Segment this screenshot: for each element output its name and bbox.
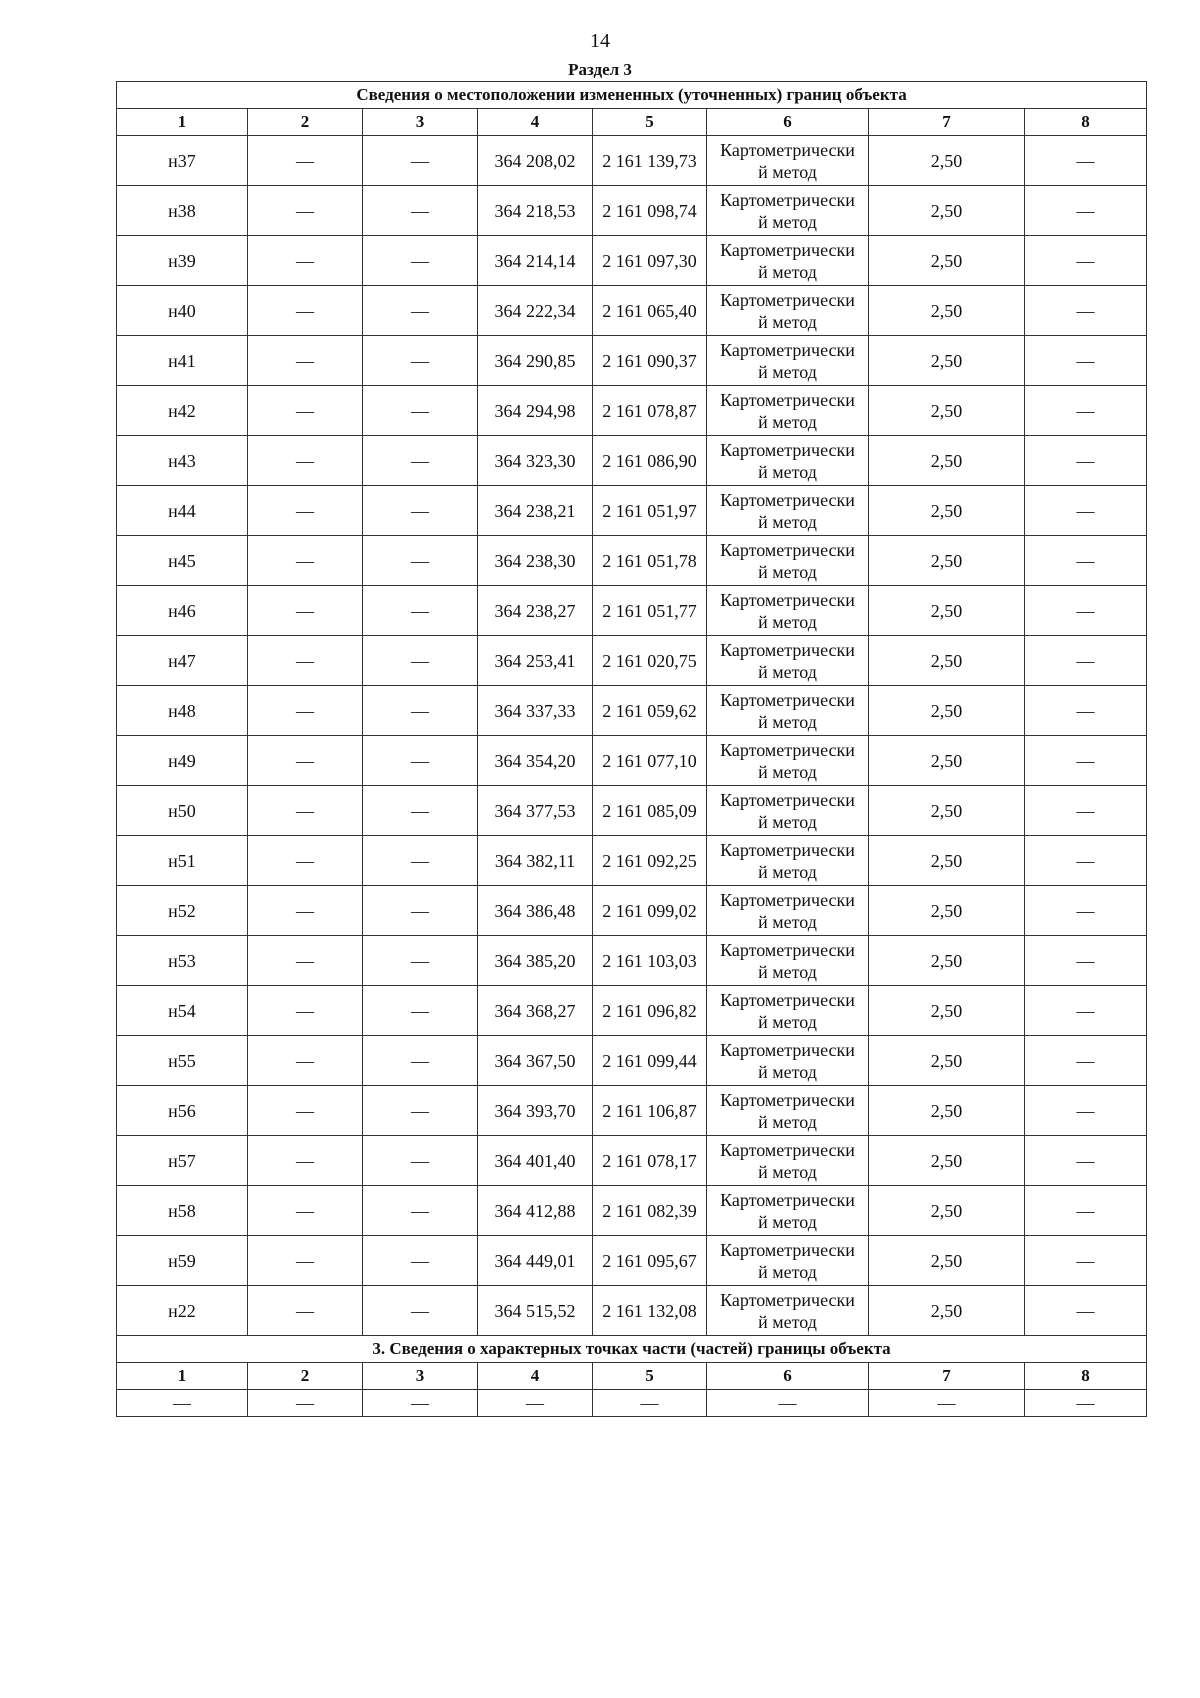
point-number: н42: [117, 386, 248, 436]
cell-col3: —: [363, 1136, 478, 1186]
accuracy: 2,50: [869, 386, 1025, 436]
method-cell: [707, 1086, 869, 1136]
cell-col2: —: [248, 886, 363, 936]
method-cell: [707, 236, 869, 286]
accuracy: 2,50: [869, 236, 1025, 286]
method-cell: [707, 286, 869, 336]
method-cell: [707, 486, 869, 536]
coord-x: 364 354,20: [478, 736, 593, 786]
cell-col8: —: [1025, 636, 1147, 686]
cell-col8: —: [1025, 686, 1147, 736]
point-number: н39: [117, 236, 248, 286]
cell-col3: —: [363, 136, 478, 186]
method-text: Картометрически: [720, 339, 855, 360]
method-cell: [707, 386, 869, 436]
method-text: Картометрически: [720, 739, 855, 760]
method-text: Картометрически: [720, 1289, 855, 1310]
table-row: [117, 336, 1147, 386]
cell-col3: —: [363, 186, 478, 236]
method-text: Картометрически: [720, 289, 855, 310]
coord-y: 2 161 090,37: [593, 336, 707, 386]
cell-col8: —: [1025, 286, 1147, 336]
point-number: н46: [117, 586, 248, 636]
cell-col8: —: [1025, 1136, 1147, 1186]
method-text: Картометрически: [720, 439, 855, 460]
point-number: н57: [117, 1136, 248, 1186]
cell-col2: —: [248, 136, 363, 186]
method-text: й метод: [758, 1111, 817, 1132]
accuracy: 2,50: [869, 936, 1025, 986]
point-number: н54: [117, 986, 248, 1036]
cell-col2: —: [248, 1036, 363, 1086]
method-text: й метод: [758, 611, 817, 632]
table2-column-numbers: [117, 1363, 1147, 1390]
table-row: [117, 936, 1147, 986]
table-row: [117, 686, 1147, 736]
column-number: 2: [248, 109, 363, 136]
method-cell: [707, 436, 869, 486]
coord-x: 364 367,50: [478, 1036, 593, 1086]
cell-col8: —: [1025, 336, 1147, 386]
coord-x: 364 386,48: [478, 886, 593, 936]
cell-col2: —: [248, 186, 363, 236]
coord-x: 364 218,53: [478, 186, 593, 236]
column-number: 1: [117, 109, 248, 136]
column-number: 5: [593, 109, 707, 136]
column-number: 8: [1025, 109, 1147, 136]
cell-col8: —: [1025, 236, 1147, 286]
cell-col3: —: [363, 736, 478, 786]
method-cell: [707, 736, 869, 786]
coord-y: 2 161 020,75: [593, 636, 707, 686]
cell-col3: —: [363, 786, 478, 836]
coord-y: 2 161 065,40: [593, 286, 707, 336]
table2-row: [117, 1390, 1147, 1417]
cell-col3: —: [363, 886, 478, 936]
method-text: й метод: [758, 561, 817, 582]
table2-cell: —: [363, 1390, 478, 1417]
table-row: [117, 836, 1147, 886]
coord-x: 364 214,14: [478, 236, 593, 286]
cell-col3: —: [363, 436, 478, 486]
coord-y: 2 161 095,67: [593, 1236, 707, 1286]
coord-y: 2 161 106,87: [593, 1086, 707, 1136]
coord-y: 2 161 077,10: [593, 736, 707, 786]
cell-col2: —: [248, 1086, 363, 1136]
table-row: [117, 736, 1147, 786]
coord-x: 364 222,34: [478, 286, 593, 336]
point-number: н48: [117, 686, 248, 736]
table-row: [117, 1136, 1147, 1186]
cell-col8: —: [1025, 1036, 1147, 1086]
method-text: Картометрически: [720, 989, 855, 1010]
method-text: й метод: [758, 1061, 817, 1082]
point-number: н38: [117, 186, 248, 236]
coord-y: 2 161 078,87: [593, 386, 707, 436]
accuracy: 2,50: [869, 136, 1025, 186]
method-cell: [707, 1036, 869, 1086]
method-text: Картометрически: [720, 789, 855, 810]
cell-col3: —: [363, 636, 478, 686]
coord-x: 364 294,98: [478, 386, 593, 436]
accuracy: 2,50: [869, 736, 1025, 786]
coord-y: 2 161 099,02: [593, 886, 707, 936]
table-row: [117, 586, 1147, 636]
point-number: н55: [117, 1036, 248, 1086]
accuracy: 2,50: [869, 836, 1025, 886]
table2-cell: —: [1025, 1390, 1147, 1417]
method-cell: [707, 136, 869, 186]
table2-cell: —: [478, 1390, 593, 1417]
table2-cell: —: [248, 1390, 363, 1417]
accuracy: 2,50: [869, 636, 1025, 686]
table-row: [117, 1186, 1147, 1236]
accuracy: 2,50: [869, 686, 1025, 736]
method-cell: [707, 786, 869, 836]
table-row: [117, 1086, 1147, 1136]
method-cell: [707, 886, 869, 936]
coord-x: 364 368,27: [478, 986, 593, 1036]
column-number: 3: [363, 1363, 478, 1390]
coord-y: 2 161 098,74: [593, 186, 707, 236]
cell-col3: —: [363, 1286, 478, 1336]
accuracy: 2,50: [869, 886, 1025, 936]
method-cell: [707, 1236, 869, 1286]
coord-x: 364 412,88: [478, 1186, 593, 1236]
point-number: н59: [117, 1236, 248, 1286]
coord-x: 364 401,40: [478, 1136, 593, 1186]
cell-col2: —: [248, 336, 363, 386]
coord-x: 364 382,11: [478, 836, 593, 886]
column-number: 5: [593, 1363, 707, 1390]
coord-y: 2 161 082,39: [593, 1186, 707, 1236]
cell-col2: —: [248, 536, 363, 586]
table1-caption-row: [117, 82, 1147, 109]
cell-col8: —: [1025, 186, 1147, 236]
method-cell: [707, 936, 869, 986]
accuracy: 2,50: [869, 1286, 1025, 1336]
method-text: Картометрически: [720, 639, 855, 660]
coord-y: 2 161 096,82: [593, 986, 707, 1036]
column-number: 2: [248, 1363, 363, 1390]
table1-column-numbers: [117, 109, 1147, 136]
column-number: 6: [707, 1363, 869, 1390]
cell-col2: —: [248, 986, 363, 1036]
method-text: й метод: [758, 861, 817, 882]
table2-cell: —: [869, 1390, 1025, 1417]
point-number: н41: [117, 336, 248, 386]
cell-col2: —: [248, 386, 363, 436]
table-row: [117, 286, 1147, 336]
cell-col8: —: [1025, 936, 1147, 986]
table2-cell: —: [117, 1390, 248, 1417]
coord-x: 364 238,27: [478, 586, 593, 636]
coord-x: 364 393,70: [478, 1086, 593, 1136]
point-number: н51: [117, 836, 248, 886]
cell-col2: —: [248, 1136, 363, 1186]
table1-caption: Сведения о местоположении измененных (уточненных) границ объекта: [117, 82, 1147, 109]
cell-col2: —: [248, 1236, 363, 1286]
coord-y: 2 161 086,90: [593, 436, 707, 486]
coord-x: 364 323,30: [478, 436, 593, 486]
cell-col3: —: [363, 286, 478, 336]
table-row: [117, 1236, 1147, 1286]
cell-col3: —: [363, 486, 478, 536]
table2-cell: —: [707, 1390, 869, 1417]
cell-col8: —: [1025, 1086, 1147, 1136]
column-number: 7: [869, 1363, 1025, 1390]
method-text: Картометрически: [720, 539, 855, 560]
cell-col3: —: [363, 1086, 478, 1136]
method-text: й метод: [758, 211, 817, 232]
cell-col3: —: [363, 236, 478, 286]
method-text: Картометрически: [720, 839, 855, 860]
cell-col2: —: [248, 286, 363, 336]
method-cell: [707, 536, 869, 586]
coord-y: 2 161 139,73: [593, 136, 707, 186]
point-number: н53: [117, 936, 248, 986]
method-cell: [707, 186, 869, 236]
cell-col8: —: [1025, 536, 1147, 586]
point-number: н49: [117, 736, 248, 786]
cell-col3: —: [363, 936, 478, 986]
method-cell: [707, 836, 869, 886]
cell-col3: —: [363, 686, 478, 736]
point-number: н40: [117, 286, 248, 336]
table-row: [117, 986, 1147, 1036]
cell-col2: —: [248, 786, 363, 836]
method-text: Картометрически: [720, 189, 855, 210]
coord-y: 2 161 051,77: [593, 586, 707, 636]
method-text: й метод: [758, 1211, 817, 1232]
table2-caption: 3. Сведения о характерных точках части (частей) границы объекта: [117, 1336, 1147, 1363]
method-cell: [707, 1186, 869, 1236]
point-number: н37: [117, 136, 248, 186]
accuracy: 2,50: [869, 786, 1025, 836]
coord-x: 364 238,21: [478, 486, 593, 536]
cell-col3: —: [363, 536, 478, 586]
accuracy: 2,50: [869, 186, 1025, 236]
cell-col3: —: [363, 336, 478, 386]
method-text: й метод: [758, 811, 817, 832]
point-number: н22: [117, 1286, 248, 1336]
cell-col8: —: [1025, 786, 1147, 836]
cell-col2: —: [248, 686, 363, 736]
point-number: н44: [117, 486, 248, 536]
coord-y: 2 161 059,62: [593, 686, 707, 736]
coord-x: 364 337,33: [478, 686, 593, 736]
coord-x: 364 385,20: [478, 936, 593, 986]
method-cell: [707, 586, 869, 636]
coord-x: 364 238,30: [478, 536, 593, 586]
column-number: 3: [363, 109, 478, 136]
method-text: Картометрически: [720, 939, 855, 960]
method-text: Картометрически: [720, 1089, 855, 1110]
coord-y: 2 161 078,17: [593, 1136, 707, 1186]
cell-col2: —: [248, 436, 363, 486]
coord-y: 2 161 092,25: [593, 836, 707, 886]
table2-caption-row: [117, 1336, 1147, 1363]
method-cell: [707, 636, 869, 686]
method-text: й метод: [758, 1261, 817, 1282]
cell-col2: —: [248, 736, 363, 786]
method-text: й метод: [758, 711, 817, 732]
method-text: й метод: [758, 461, 817, 482]
method-text: Картометрически: [720, 589, 855, 610]
point-number: н50: [117, 786, 248, 836]
column-number: 4: [478, 109, 593, 136]
table-row: [117, 886, 1147, 936]
cell-col8: —: [1025, 1186, 1147, 1236]
cell-col8: —: [1025, 986, 1147, 1036]
table-row: [117, 486, 1147, 536]
point-number: н47: [117, 636, 248, 686]
method-text: й метод: [758, 361, 817, 382]
cell-col8: —: [1025, 436, 1147, 486]
method-cell: [707, 336, 869, 386]
method-cell: [707, 1136, 869, 1186]
point-number: н45: [117, 536, 248, 586]
point-number: н58: [117, 1186, 248, 1236]
table-row: [117, 186, 1147, 236]
coord-x: 364 253,41: [478, 636, 593, 686]
cell-col8: —: [1025, 136, 1147, 186]
accuracy: 2,50: [869, 1236, 1025, 1286]
method-text: Картометрически: [720, 689, 855, 710]
cell-col8: —: [1025, 836, 1147, 886]
column-number: 6: [707, 109, 869, 136]
coord-x: 364 290,85: [478, 336, 593, 386]
cell-col2: —: [248, 836, 363, 886]
table-row: [117, 136, 1147, 186]
cell-col2: —: [248, 936, 363, 986]
coord-y: 2 161 085,09: [593, 786, 707, 836]
method-text: й метод: [758, 1311, 817, 1332]
coord-x: 364 515,52: [478, 1286, 593, 1336]
cell-col3: —: [363, 1036, 478, 1086]
coord-y: 2 161 051,78: [593, 536, 707, 586]
cell-col3: —: [363, 386, 478, 436]
coord-x: 364 208,02: [478, 136, 593, 186]
cell-col2: —: [248, 636, 363, 686]
boundary-table: [116, 81, 1147, 1417]
table-row: [117, 636, 1147, 686]
method-text: й метод: [758, 661, 817, 682]
coord-y: 2 161 103,03: [593, 936, 707, 986]
section-title: Раздел 3: [568, 60, 632, 79]
cell-col3: —: [363, 836, 478, 886]
method-text: й метод: [758, 411, 817, 432]
table-row: [117, 1036, 1147, 1086]
accuracy: 2,50: [869, 1186, 1025, 1236]
cell-col2: —: [248, 236, 363, 286]
method-cell: [707, 686, 869, 736]
page-number: 14: [590, 30, 610, 52]
method-text: й метод: [758, 261, 817, 282]
column-number: 8: [1025, 1363, 1147, 1390]
table-row: [117, 386, 1147, 436]
accuracy: 2,50: [869, 586, 1025, 636]
point-number: н43: [117, 436, 248, 486]
method-text: Картометрически: [720, 389, 855, 410]
method-text: Картометрически: [720, 1139, 855, 1160]
method-cell: [707, 1286, 869, 1336]
coord-y: 2 161 097,30: [593, 236, 707, 286]
method-text: й метод: [758, 161, 817, 182]
coord-x: 364 449,01: [478, 1236, 593, 1286]
coord-x: 364 377,53: [478, 786, 593, 836]
table2-cell: —: [593, 1390, 707, 1417]
method-text: й метод: [758, 311, 817, 332]
cell-col8: —: [1025, 1286, 1147, 1336]
cell-col8: —: [1025, 486, 1147, 536]
cell-col3: —: [363, 1186, 478, 1236]
cell-col2: —: [248, 1286, 363, 1336]
method-text: Картометрически: [720, 489, 855, 510]
method-text: й метод: [758, 961, 817, 982]
method-cell: [707, 986, 869, 1036]
accuracy: 2,50: [869, 486, 1025, 536]
point-number: н56: [117, 1086, 248, 1136]
method-text: Картометрически: [720, 1039, 855, 1060]
cell-col3: —: [363, 1236, 478, 1286]
point-number: н52: [117, 886, 248, 936]
accuracy: 2,50: [869, 1086, 1025, 1136]
method-text: й метод: [758, 511, 817, 532]
column-number: 7: [869, 109, 1025, 136]
cell-col8: —: [1025, 1236, 1147, 1286]
cell-col2: —: [248, 486, 363, 536]
table-row: [117, 436, 1147, 486]
column-number: 4: [478, 1363, 593, 1390]
cell-col3: —: [363, 586, 478, 636]
table-row: [117, 536, 1147, 586]
accuracy: 2,50: [869, 1036, 1025, 1086]
cell-col8: —: [1025, 586, 1147, 636]
method-text: Картометрически: [720, 139, 855, 160]
cell-col2: —: [248, 586, 363, 636]
coord-y: 2 161 132,08: [593, 1286, 707, 1336]
cell-col2: —: [248, 1186, 363, 1236]
cell-col8: —: [1025, 736, 1147, 786]
table-row: [117, 236, 1147, 286]
cell-col8: —: [1025, 386, 1147, 436]
method-text: Картометрически: [720, 239, 855, 260]
accuracy: 2,50: [869, 336, 1025, 386]
accuracy: 2,50: [869, 436, 1025, 486]
coord-y: 2 161 099,44: [593, 1036, 707, 1086]
accuracy: 2,50: [869, 1136, 1025, 1186]
table-row: [117, 786, 1147, 836]
coord-y: 2 161 051,97: [593, 486, 707, 536]
accuracy: 2,50: [869, 536, 1025, 586]
accuracy: 2,50: [869, 286, 1025, 336]
method-text: й метод: [758, 1011, 817, 1032]
method-text: Картометрически: [720, 1189, 855, 1210]
cell-col3: —: [363, 986, 478, 1036]
method-text: й метод: [758, 1161, 817, 1182]
table-row: [117, 1286, 1147, 1336]
accuracy: 2,50: [869, 986, 1025, 1036]
method-text: Картометрически: [720, 1239, 855, 1260]
method-text: й метод: [758, 911, 817, 932]
method-text: й метод: [758, 761, 817, 782]
method-text: Картометрически: [720, 889, 855, 910]
cell-col8: —: [1025, 886, 1147, 936]
column-number: 1: [117, 1363, 248, 1390]
